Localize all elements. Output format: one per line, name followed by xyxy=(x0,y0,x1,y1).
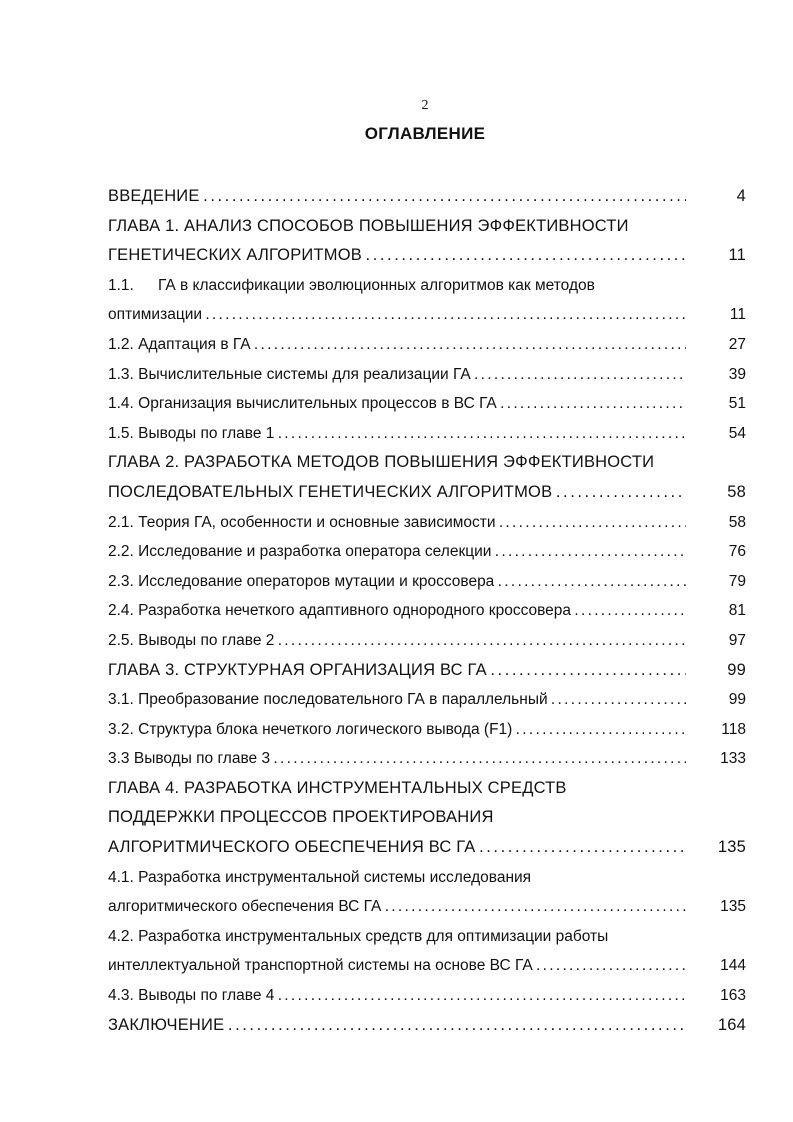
toc-entry xyxy=(108,656,748,686)
toc-entry-text: ГЛАВА 3. СТРУКТУРНАЯ ОРГАНИЗАЦИЯ ВС ГА . . . xyxy=(108,656,686,686)
toc-entry-number: 1.1. xyxy=(108,276,134,294)
toc-entry xyxy=(108,685,748,715)
toc-entry xyxy=(108,744,748,774)
toc-entry-text: 1.3. Вычислительные системы для реализации ГА . . . xyxy=(108,360,686,390)
toc-entry-page: 97 xyxy=(728,631,746,649)
toc-entry-text: 1.5. Выводы по главе 1 . . . xyxy=(108,419,686,449)
toc-entry-text: интеллектуальной транспортной системы на основе ВС ГА . . . xyxy=(108,951,686,981)
toc-entry xyxy=(108,300,748,330)
toc-entry-text: 2.3. Исследование операторов мутации и кроссовера . . . xyxy=(108,567,686,597)
toc-entry-text: 2.2. Исследование и разработка оператора селекции . . . xyxy=(108,537,686,567)
toc-entry-page: 163 xyxy=(720,987,746,1005)
toc-entry-text: ВВЕДЕНИЕ . . . xyxy=(108,182,686,212)
toc-entry-text: оптимизации . . . xyxy=(108,300,686,330)
toc-entry-page: 135 xyxy=(720,898,746,916)
toc-entry xyxy=(108,448,748,478)
toc-entry xyxy=(108,863,748,893)
toc-entry-text: 4.3. Выводы по главе 4 . . . xyxy=(108,981,686,1011)
table-of-contents xyxy=(108,182,748,1040)
toc-entry-text: 2.1. Теория ГА, особенности и основные зависимости . . . xyxy=(108,508,686,538)
toc-entry-text: ПОДДЕРЖКИ ПРОЦЕССОВ ПРОЕКТИРОВАНИЯ xyxy=(108,808,494,827)
toc-entry xyxy=(108,833,748,863)
toc-entry xyxy=(108,389,748,419)
toc-entry-page: 51 xyxy=(728,395,746,413)
toc-entry-page: 58 xyxy=(728,513,746,531)
toc-entry xyxy=(108,537,748,567)
toc-entry xyxy=(108,803,748,833)
toc-entry xyxy=(108,715,748,745)
toc-entry-text: 2.5. Выводы по главе 2 . . . xyxy=(108,626,686,656)
toc-entry-text: 2.4. Разработка нечеткого адаптивного однородного кроссовера . . . xyxy=(108,596,686,626)
toc-entry-page: 135 xyxy=(717,838,746,857)
toc-entry xyxy=(108,182,748,212)
toc-entry-text: 4.1. Разработка инструментальной системы исследования xyxy=(108,868,532,886)
toc-entry-page: 79 xyxy=(728,572,746,590)
toc-entry-page: 4 xyxy=(736,187,746,205)
toc-entry xyxy=(108,241,748,271)
toc-entry-text: алгоритмического обеспечения ВС ГА . . . xyxy=(108,892,686,922)
page-title: ОГЛАВЛЕНИЕ xyxy=(364,124,486,143)
toc-entry xyxy=(108,892,748,922)
toc-entry xyxy=(108,567,748,597)
toc-entry-page: 99 xyxy=(728,691,746,709)
toc-entry-page: 39 xyxy=(728,365,746,383)
toc-entry-text: ГЛАВА 2. РАЗРАБОТКА МЕТОДОВ ПОВЫШЕНИЯ ЭФФЕКТИВНОСТИ xyxy=(108,453,655,472)
toc-entry xyxy=(108,478,748,508)
toc-entry-text: 4.2. Разработка инструментальных средств для оптимизации работы xyxy=(108,927,609,945)
toc-entry-text: ГЛАВА 4. РАЗРАБОТКА ИНСТРУМЕНТАЛЬНЫХ СРЕДСТВ xyxy=(108,778,567,797)
toc-entry-page: 58 xyxy=(727,482,746,501)
toc-entry-page: 99 xyxy=(727,660,746,679)
toc-entry xyxy=(108,271,748,301)
toc-entry xyxy=(108,419,748,449)
toc-entry-text xyxy=(108,271,686,301)
toc-entry-page: 11 xyxy=(729,306,746,324)
toc-entry-text: 3.3 Выводы по главе 3 . . . xyxy=(108,744,686,774)
toc-entry-text: 3.1. Преобразование последовательного ГА в параллельный . . . xyxy=(108,685,686,715)
toc-entry xyxy=(108,981,748,1011)
toc-entry xyxy=(108,951,748,981)
toc-entry-title: ГА в классификации эволюционных алгоритмов как методов xyxy=(158,276,595,294)
toc-entry-page: 76 xyxy=(728,543,746,561)
toc-entry-text: 1.2. Адаптация в ГА . . . xyxy=(108,330,686,360)
toc-entry-page: 11 xyxy=(728,246,746,265)
toc-entry xyxy=(108,330,748,360)
toc-entry-page: 144 xyxy=(720,957,746,975)
toc-entry xyxy=(108,212,748,242)
toc-entry-text: АЛГОРИТМИЧЕСКОГО ОБЕСПЕЧЕНИЯ ВС ГА . . . xyxy=(108,833,686,863)
toc-entry-page: 118 xyxy=(721,720,746,738)
toc-entry xyxy=(108,774,748,804)
toc-entry-page: 81 xyxy=(728,602,746,620)
toc-entry-text: ГЛАВА 1. АНАЛИЗ СПОСОБОВ ПОВЫШЕНИЯ ЭФФЕКТИВНОСТИ xyxy=(108,216,629,235)
toc-entry xyxy=(108,596,748,626)
toc-entry-text: ЗАКЛЮЧЕНИЕ . . . xyxy=(108,1011,686,1041)
toc-entry-text: ГЕНЕТИЧЕСКИХ АЛГОРИТМОВ . . . xyxy=(108,241,686,271)
toc-entry-page: 54 xyxy=(728,424,746,442)
toc-entry-page: 133 xyxy=(720,750,746,768)
toc-entry-text: 1.4. Организация вычислительных процессов в ВС ГА . . . xyxy=(108,389,686,419)
toc-entry xyxy=(108,922,748,952)
toc-entry xyxy=(108,360,748,390)
toc-entry-page: 164 xyxy=(717,1015,746,1034)
toc-entry xyxy=(108,508,748,538)
toc-entry xyxy=(108,626,748,656)
toc-entry xyxy=(108,1011,748,1041)
toc-entry-page: 27 xyxy=(728,335,746,353)
page-number: 2 xyxy=(421,98,429,113)
toc-entry-text: 3.2. Структура блока нечеткого логического вывода (F1) . . . xyxy=(108,715,686,745)
toc-entry-text: ПОСЛЕДОВАТЕЛЬНЫХ ГЕНЕТИЧЕСКИХ АЛГОРИТМОВ . . . xyxy=(108,478,686,508)
